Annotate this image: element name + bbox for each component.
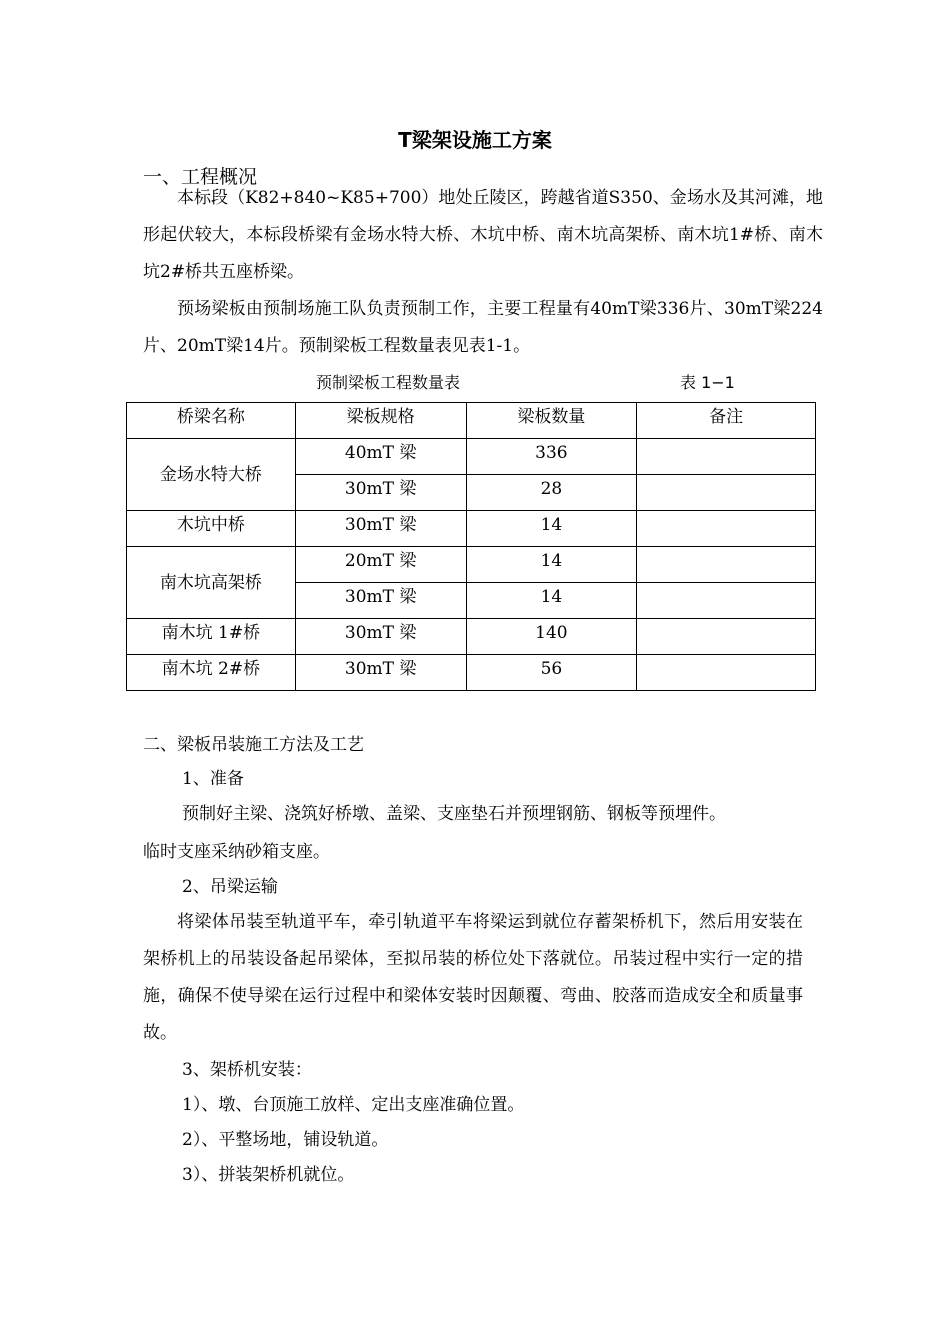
cell-beam-count: 56	[466, 655, 637, 691]
table-row	[127, 619, 816, 655]
cell-bridge-name: 南木坑 1#桥	[127, 619, 296, 655]
cell-beam-count: 14	[466, 511, 637, 547]
cell-remarks	[637, 655, 816, 691]
cell-bridge-name: 南木坑 2#桥	[127, 655, 296, 691]
section-heading-lifting-method: 二、梁板吊装施工方法及工艺	[143, 735, 364, 755]
cell-bridge-name: 南木坑高架桥	[127, 547, 296, 619]
subheading-preparation: 1、准备	[182, 769, 244, 789]
install-step-3: 3）、拼装架桥机就位。	[182, 1165, 355, 1185]
preparation-text-continued: 临时支座采纳砂箱支座。	[143, 842, 330, 862]
cell-beam-count: 14	[466, 583, 637, 619]
cell-beam-spec: 40mT 梁	[295, 439, 466, 475]
subheading-transport: 2、吊梁运输	[182, 877, 278, 897]
header-remarks: 备注	[637, 403, 816, 439]
cell-remarks	[637, 511, 816, 547]
cell-beam-spec: 30mT 梁	[295, 583, 466, 619]
table-number: 表 1−1	[680, 373, 735, 392]
cell-remarks	[637, 547, 816, 583]
cell-bridge-name: 金场水特大桥	[127, 439, 296, 511]
cell-remarks	[637, 439, 816, 475]
cell-bridge-name: 木坑中桥	[127, 511, 296, 547]
cell-beam-count: 140	[466, 619, 637, 655]
preparation-text: 预制好主梁、浇筑好桥墩、盖梁、支座垫石并预埋钢筋、钢板等预埋件。	[182, 804, 726, 824]
cell-remarks	[637, 475, 816, 511]
overview-paragraph-2: 预场梁板由预制场施工队负责预制工作，主要工程量有40mT梁336片、30mT梁224片、20mT梁14片。预制梁板工程数量表见表1-1。	[143, 299, 823, 356]
transport-paragraph: 将梁体吊装至轨道平车，牵引轨道平车将梁运到就位存蓄架桥机下，然后用安装在架桥机上的吊装设备起吊梁体，至拟吊装的桥位处下落就位。吊装过程中实行一定的措施，确保不使导梁在运行过程中和梁体安装时因颠覆、弯曲、胶落而造成安全和质量事故。	[143, 912, 803, 1043]
table-header-row	[127, 403, 816, 439]
cell-beam-count: 14	[466, 547, 637, 583]
cell-beam-spec: 20mT 梁	[295, 547, 466, 583]
install-step-1: 1）、墩、台顶施工放样、定出支座准确位置。	[182, 1095, 525, 1115]
precast-beam-quantity-table	[126, 402, 816, 691]
table-row	[127, 655, 816, 691]
cell-beam-count: 336	[466, 439, 637, 475]
cell-beam-spec: 30mT 梁	[295, 655, 466, 691]
overview-paragraph-1: 本标段（K82+840~K85+700）地处丘陵区，跨越省道S350、金场水及其河滩，地形起伏较大，本标段桥梁有金场水特大桥、木坑中桥、南木坑高架桥、南木坑1#桥、南木坑2#桥共五座桥梁。	[143, 188, 823, 282]
header-beam-spec: 梁板规格	[295, 403, 466, 439]
subheading-launcher-install: 3、架桥机安装：	[182, 1060, 312, 1080]
table-row	[127, 439, 816, 475]
cell-remarks	[637, 619, 816, 655]
cell-beam-count: 28	[466, 475, 637, 511]
cell-remarks	[637, 583, 816, 619]
table-row	[127, 547, 816, 583]
document-title: T梁架设施工方案	[398, 128, 552, 152]
cell-beam-spec: 30mT 梁	[295, 475, 466, 511]
table-caption: 预制梁板工程数量表	[316, 373, 461, 392]
install-step-2: 2）、平整场地，铺设轨道。	[182, 1130, 389, 1150]
table-row	[127, 511, 816, 547]
header-bridge-name: 桥梁名称	[127, 403, 296, 439]
cell-beam-spec: 30mT 梁	[295, 619, 466, 655]
cell-beam-spec: 30mT 梁	[295, 511, 466, 547]
section-heading-overview: 一、工程概况	[143, 166, 258, 188]
header-beam-count: 梁板数量	[466, 403, 637, 439]
